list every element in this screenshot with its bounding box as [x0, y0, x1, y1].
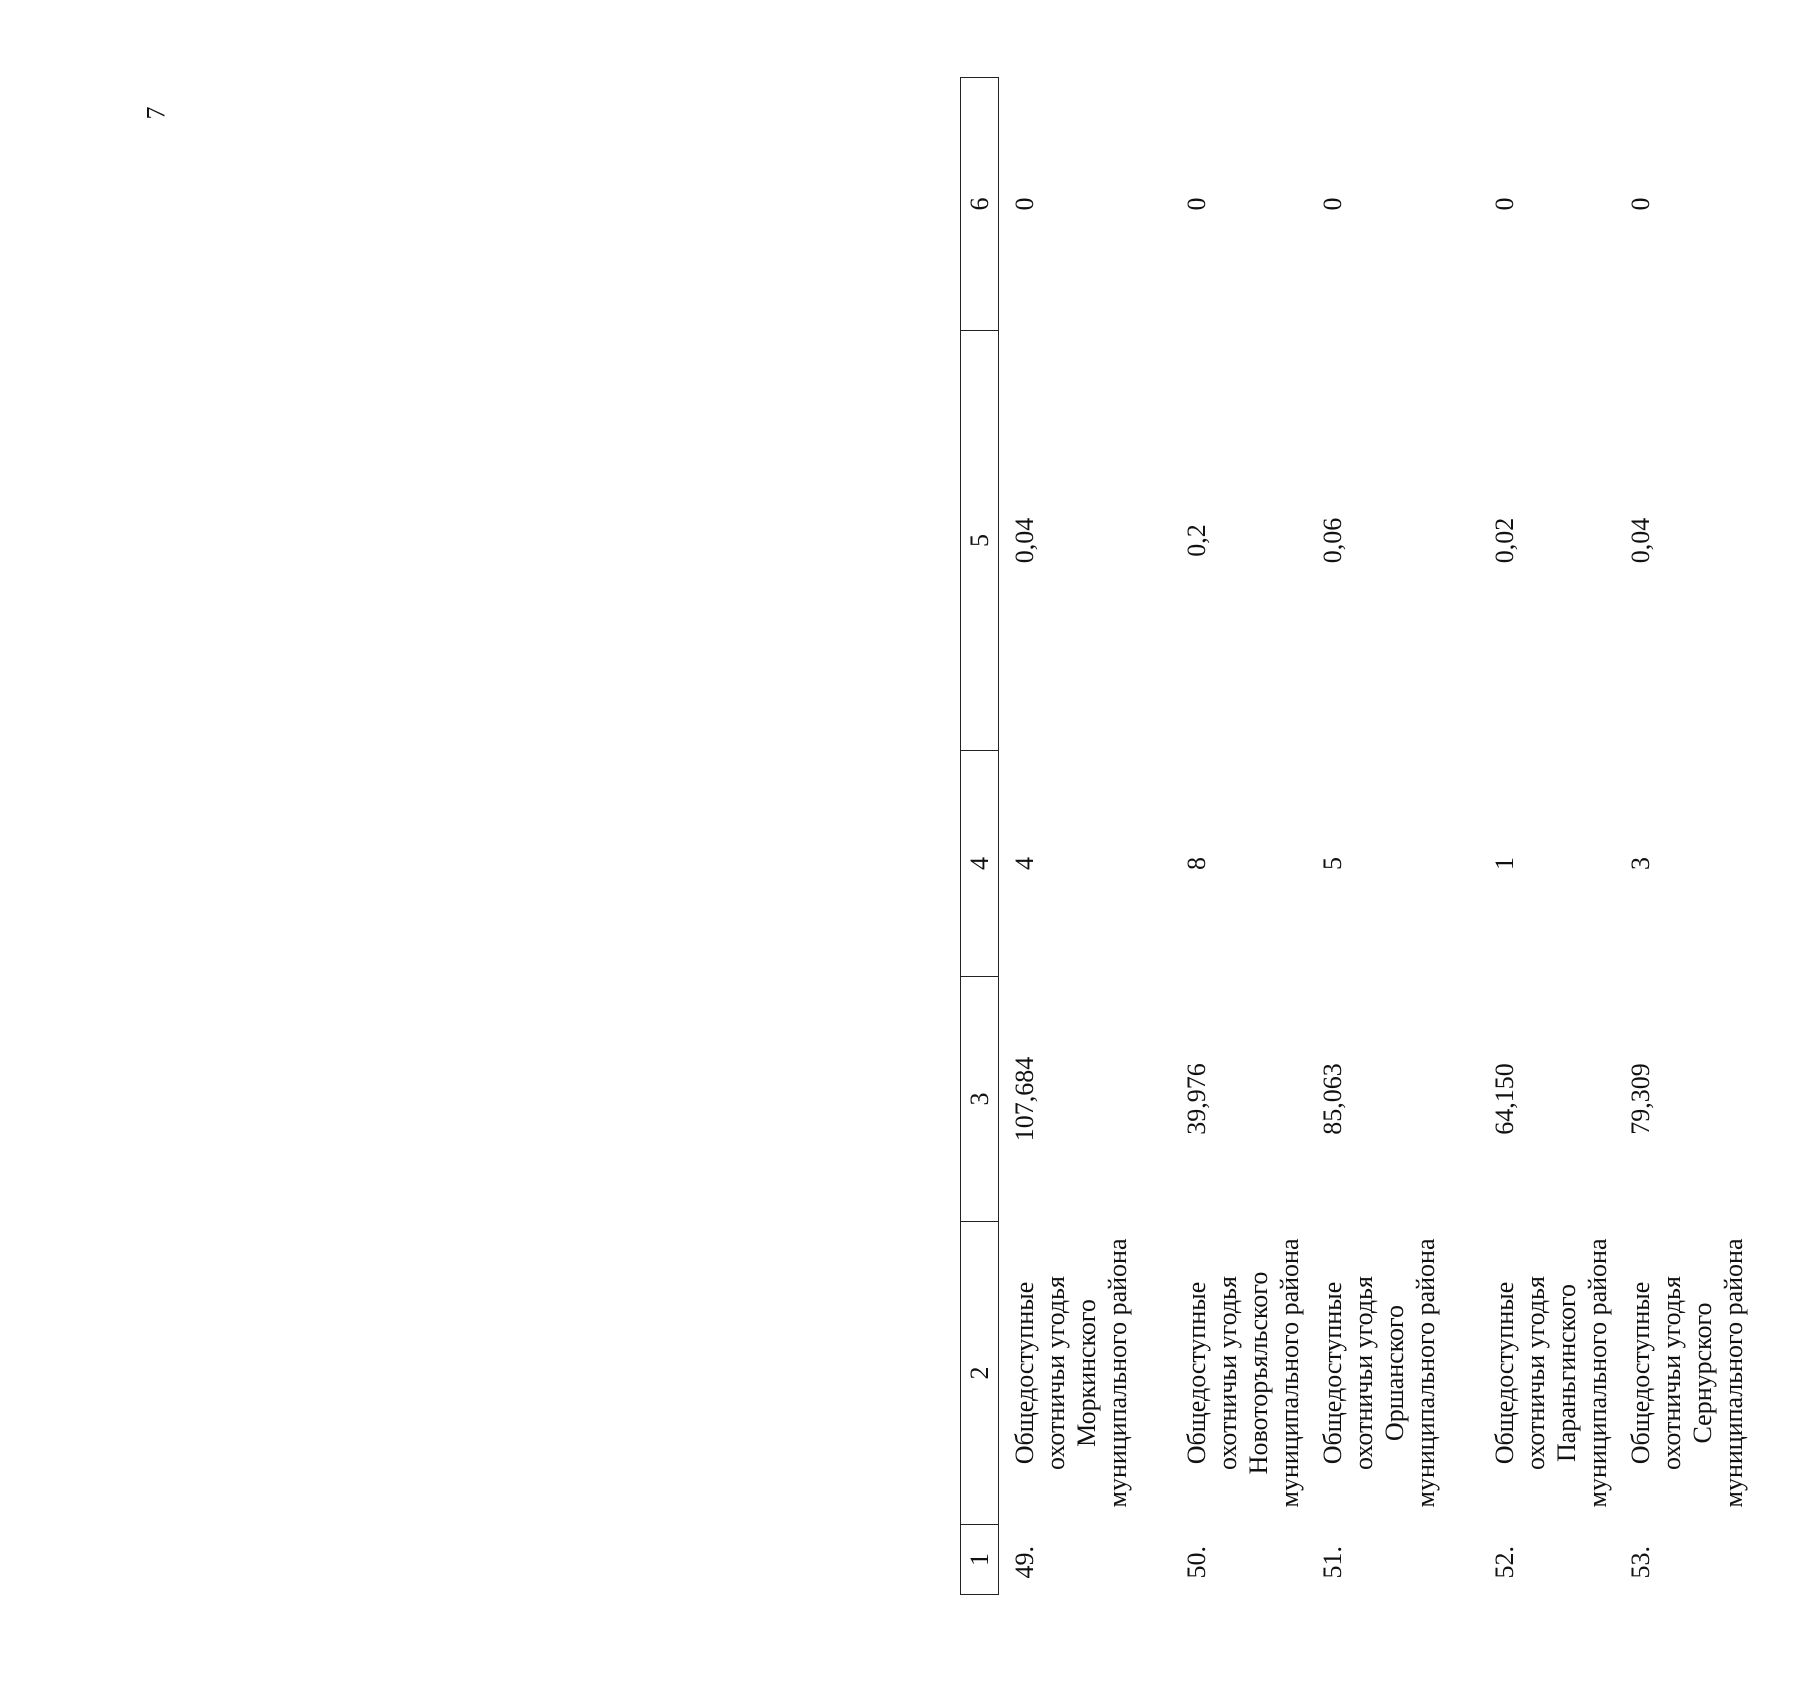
row-number: 50. — [1182, 1546, 1211, 1579]
cell-col4: 1 — [1490, 857, 1519, 870]
cell-col5: 0,04 — [1010, 517, 1039, 564]
row-number: 51. — [1318, 1546, 1347, 1579]
cell-col3: 85,063 — [1318, 1063, 1347, 1135]
cell-col4: 8 — [1182, 857, 1211, 870]
cell-col3: 79,309 — [1626, 1063, 1655, 1135]
hunting-grounds-table — [960, 77, 1795, 1595]
row-number: 52. — [1490, 1546, 1519, 1579]
table-row — [1171, 78, 1307, 1595]
cell-col4: 4 — [1010, 857, 1039, 870]
column-header: 3 — [961, 977, 999, 1222]
cell-col3: 64,150 — [1490, 1063, 1519, 1135]
row-number: 53. — [1626, 1546, 1655, 1579]
hunting-ground-name: Общедоступные охотничьи угодья Сернурского муниципального района — [1626, 1238, 1748, 1508]
table-row — [1479, 78, 1615, 1595]
cell-col6: 0 — [1626, 197, 1655, 211]
cell-col6: 0 — [1010, 197, 1039, 211]
cell-col6: 0 — [1182, 197, 1211, 211]
table-row — [1615, 78, 1795, 1595]
cell-col5: 0,02 — [1490, 517, 1519, 564]
cell-col5: 0,06 — [1318, 517, 1347, 564]
column-header: 6 — [961, 78, 999, 331]
table-row — [999, 78, 1172, 1595]
table-row — [1307, 78, 1479, 1595]
cell-col4: 5 — [1318, 857, 1347, 870]
cell-col3: 107,684 — [1010, 1056, 1039, 1142]
hunting-ground-name: Общедоступные охотничьи угодья Оршанского муниципального района — [1318, 1238, 1440, 1508]
column-header: 4 — [961, 751, 999, 977]
cell-col3: 39,976 — [1182, 1063, 1211, 1135]
column-header: 2 — [961, 1222, 999, 1525]
column-number-row — [961, 78, 999, 1595]
page-number: 7 — [141, 106, 171, 120]
hunting-ground-name: Общедоступные охотничьи угодья Новоторъяльского муниципального района — [1182, 1238, 1304, 1508]
cell-col6: 0 — [1490, 197, 1519, 211]
cell-col6: 0 — [1318, 197, 1347, 211]
cell-col4: 3 — [1626, 857, 1655, 870]
hunting-ground-name: Общедоступные охотничьи угодья Параньгинского муниципального района — [1490, 1238, 1612, 1508]
cell-col5: 0,2 — [1182, 524, 1211, 557]
column-header: 1 — [961, 1525, 999, 1595]
column-header: 5 — [961, 331, 999, 751]
row-number: 49. — [1010, 1546, 1039, 1579]
cell-col5: 0,04 — [1626, 517, 1655, 564]
hunting-ground-name: Общедоступные охотничьи угодья Моркинского муниципального района — [1010, 1238, 1132, 1508]
